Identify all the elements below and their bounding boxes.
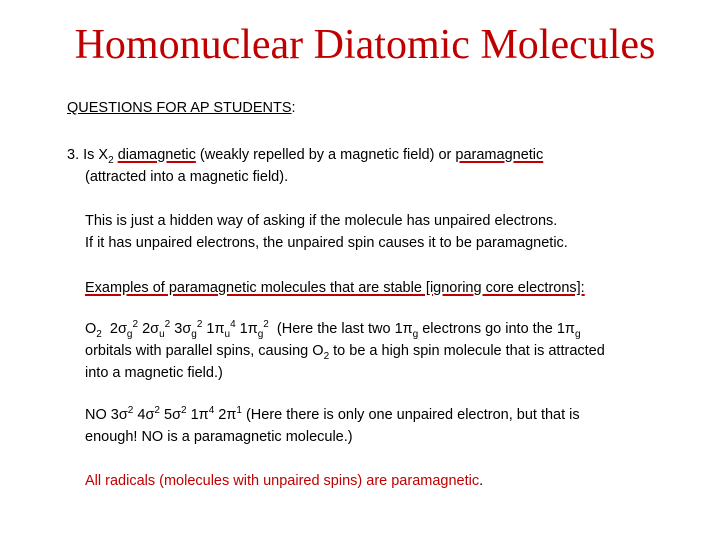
o2-line-2 [85,340,605,362]
o2-line2-sub: 2 [323,350,330,362]
o2-note-end: electrons go into the 1π [418,321,575,337]
radicals-line [85,470,483,492]
diamagnetic-term: diamagnetic [117,147,196,163]
o2-orbital-a-sub: g [126,328,133,340]
no-orbital-b-sup: 2 [154,405,160,417]
questions-heading-colon: : [291,100,296,116]
examples-heading [85,277,585,299]
no-molecule: NO [85,407,107,423]
no-line-2: enough! NO is a paramagnetic molecule.) [85,429,353,445]
o2-orbital-b-sub: u [159,328,165,340]
no-orbital-d-sup: 4 [208,405,215,417]
radicals-period: . [479,473,484,489]
o2-orbital-c-sub: g [191,328,197,340]
o2-orbital-c-sup: 2 [196,319,203,331]
q3-prefix: 3. Is X [67,147,109,163]
no-orbital-c-sup: 2 [181,405,187,417]
o2-orbital-a: 2σ [109,321,127,337]
o2-molecule-sub: 2 [96,328,102,340]
explanation-line-1: This is just a hidden way of asking if the molecule has unpaired electrons. [85,213,558,229]
explanation-line-2: If it has unpaired electrons, the unpaired spin causes it to be paramagnetic. [85,235,568,251]
o2-orbital-d-sup: 4 [230,319,236,331]
question-3-line-1 [67,144,543,166]
o2-line2-start: orbitals with parallel spins, causing O [85,343,324,359]
no-orbital-e: 2π [218,407,237,423]
examples-heading-text: Examples of paramagnetic molecules that are stable [ignoring core electrons]: [85,280,585,296]
questions-heading-text: QUESTIONS FOR AP STUDENTS [67,100,292,116]
radicals-text: All radicals (molecules with unpaired spins) are paramagnetic [85,473,480,489]
o2-orbital-b: 2σ [142,321,160,337]
o2-note-sub: g [412,328,419,340]
page-title: Homonuclear Diatomic Molecules [74,22,656,68]
no-orbital-b: 4σ [137,407,155,423]
o2-note-end-sub: g [574,328,581,340]
paramagnetic-term: paramagnetic [455,147,544,163]
o2-orbital-e: 1π [239,321,258,337]
o2-orbital-b-sup: 2 [164,319,171,331]
no-config-line [85,404,580,426]
no-orbital-d: 1π [190,407,209,423]
q3-subscript: 2 [108,154,114,166]
no-orbital-c: 5σ [164,407,182,423]
q3-mid-text: (weakly repelled by a magnetic field) or [195,147,456,163]
o2-orbital-e-sub: g [257,328,264,340]
o2-config-line [85,318,581,340]
o2-line2-end: to be a high spin molecule that is attracted [329,343,605,359]
no-note: (Here there is only one unpaired electron, but that is [245,407,580,423]
o2-orbital-a-sup: 2 [132,319,139,331]
o2-orbital-d-sub: u [224,328,231,340]
no-orbital-e-sup: 1 [236,405,242,417]
o2-line-3: into a magnetic field.) [85,365,223,381]
o2-orbital-e-sup: 2 [263,319,269,331]
o2-note-start: (Here the last two 1π [276,321,413,337]
o2-molecule: O [85,321,97,337]
questions-heading [67,97,296,119]
o2-orbital-c: 3σ [174,321,192,337]
no-orbital-a: 3σ [110,407,128,423]
question-3-line-2: (attracted into a magnetic field). [85,169,289,185]
no-orbital-a-sup: 2 [127,405,134,417]
o2-orbital-d: 1π [206,321,225,337]
